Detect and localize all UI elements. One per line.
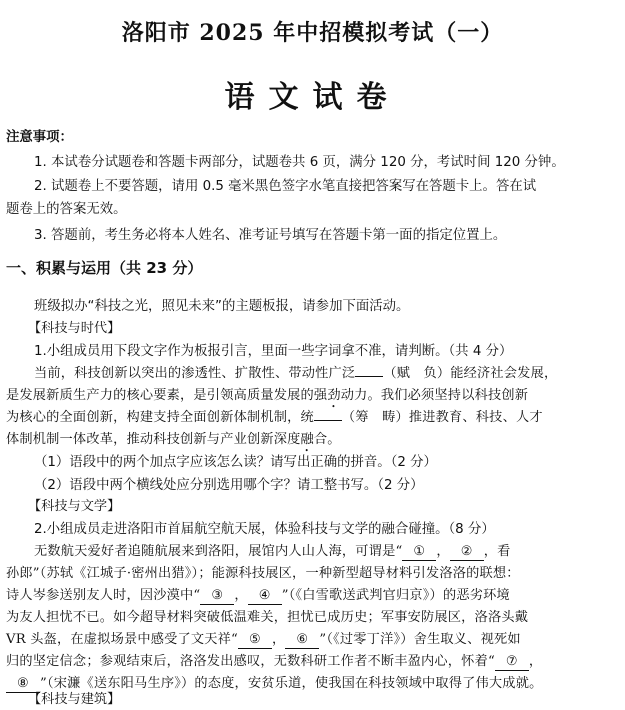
q2-passage-line-6 [6, 652, 619, 672]
q1-sub-question-1: （1）语段中的两个加点字应该怎么读？请写出正确的拼音。（2 分） [34, 455, 437, 470]
subsection-tech-era: 【科技与时代】 [28, 321, 121, 336]
notice-item-2: 2. 试题卷上不要答题，请用 0.5 毫米黑色签字水笔直接把答案写在答题卡上。答在试 [34, 179, 537, 194]
q1-blank-1 [355, 376, 383, 377]
q2-passage-text: ， [528, 654, 543, 669]
paper-title: 语文试卷 [224, 80, 401, 115]
q2-passage-line-4: 为友人担忧不已。如今超导材料突破低温难关，担忧已成历史；军事安防展区，洛洛头戴 [6, 610, 529, 625]
q2-blank-4: ④ [248, 588, 282, 605]
q2-blank-3: ③ [200, 588, 234, 605]
question-2-stem: 2.小组成员走进洛阳市首届航空航天展，体验科技与文学的融合碰撞。（8 分） [34, 522, 495, 537]
q1-passage-line-4 [6, 430, 619, 455]
q2-passage-line-3 [6, 586, 619, 606]
q1-sub-question-2: （2）语段中两个横线处应分别选用哪个字？请工整书写。（2 分） [34, 478, 424, 493]
exam-title: 洛阳市 2025 年中招模拟考试（一） [121, 20, 504, 46]
q1-passage-text: 动力。我们必须坚持以科技创新 [340, 388, 529, 403]
q2-passage-line-2: 孙郎”（苏轼《江城子·密州出猎》）；能源科技展区，一种新型超导材料引发洛洛的联想： [6, 566, 520, 581]
q2-passage-text: ， [234, 588, 248, 603]
q1-blank-2-options: （筹 畴） [341, 410, 409, 425]
q2-passage-line-5 [6, 630, 619, 650]
q2-passage-text: 归的坚定信念；参观结束后，洛洛发出感叹，无数科研工作者不断丰盈内心，怀着“ [6, 654, 495, 669]
notice-item-1: 1. 本试卷分试题卷和答题卡两部分，试题卷共 6 页，满分 120 分，考试时间 120 分钟。 [34, 155, 565, 170]
q2-passage-text: ， [272, 632, 286, 647]
section-heading: 一、积累与运用（共 23 分） [6, 259, 203, 277]
q1-passage-text: 合。 [313, 432, 341, 447]
question-1-stem: 1.小组成员用下段文字作为板报引言，里面一些字词拿不准，请判断。（共 4 分） [34, 344, 513, 359]
dotted-char-1: 劲 [327, 388, 341, 403]
q2-passage-text: ，看 [483, 544, 511, 559]
q2-passage-text: ”（《白雪歌送武判官归京》）的恶劣环境 [281, 588, 510, 603]
q2-passage-text: ， [436, 544, 450, 559]
q1-blank-2 [314, 420, 342, 421]
notice-item-2-cont: 题卷上的答案无效。 [6, 202, 127, 217]
q2-passage-text: 无数航天爱好者追随航展来到洛阳，展馆内人山人海，可谓是“ [34, 544, 403, 559]
q2-blank-5: ⑤ [238, 632, 272, 649]
q1-passage-text: 能经济社会发展， [450, 366, 558, 381]
q1-blank-1-options: （赋 负） [383, 366, 451, 381]
q2-blank-2: ② [450, 544, 484, 561]
q1-passage-text: 为核心的全面创新，构建支持全面创新体制机制，统 [6, 410, 314, 425]
notice-item-3: 3. 答题前，考生务必将本人姓名、准考证号填写在答题卡第一面的指定位置上。 [34, 228, 507, 243]
q1-passage-text: 是发展新质生产力的核心要素，是引领高质量发展的强 [6, 388, 328, 403]
dotted-char-2: 融 [300, 432, 314, 447]
q2-passage-text: ”（《过零丁洋》）舍生取义、视死如 [319, 632, 521, 647]
q1-passage-line-3 [6, 408, 619, 428]
notice-heading: 注意事项： [6, 130, 73, 145]
q2-passage-text: ”（宋濂《送东阳马生序》）的态度，安贫乐道，使我国在科技领域中取得了伟大成就。 [40, 676, 543, 691]
q1-passage-text: 当前，科技创新以突出的渗透性、扩散性、带动性广泛 [34, 366, 356, 381]
q2-passage-line-1 [34, 542, 619, 562]
section-intro: 班级拟办“科技之光，照见未来”的主题板报，请参加下面活动。 [34, 299, 410, 314]
q1-passage-text: 体制机制一体改革，推动科技创新与产业创新深度 [6, 432, 301, 447]
q2-blank-6: ⑥ [285, 632, 319, 649]
subsection-tech-architecture: 【科技与建筑】 [28, 692, 121, 707]
q2-passage-text: 诗人岑参送别友人时，因沙漠中“ [6, 588, 201, 603]
q1-passage-text: 推进教育、科技、人才 [408, 410, 543, 425]
subsection-tech-literature: 【科技与文学】 [28, 499, 121, 514]
q2-passage-text: VR 头盔，在虚拟场景中感受了文天祥“ [6, 632, 238, 647]
q2-blank-8: ⑧ [6, 676, 40, 693]
q2-blank-7: ⑦ [495, 654, 529, 671]
q1-passage-line-1 [34, 364, 619, 384]
q2-blank-1: ① [402, 544, 436, 561]
